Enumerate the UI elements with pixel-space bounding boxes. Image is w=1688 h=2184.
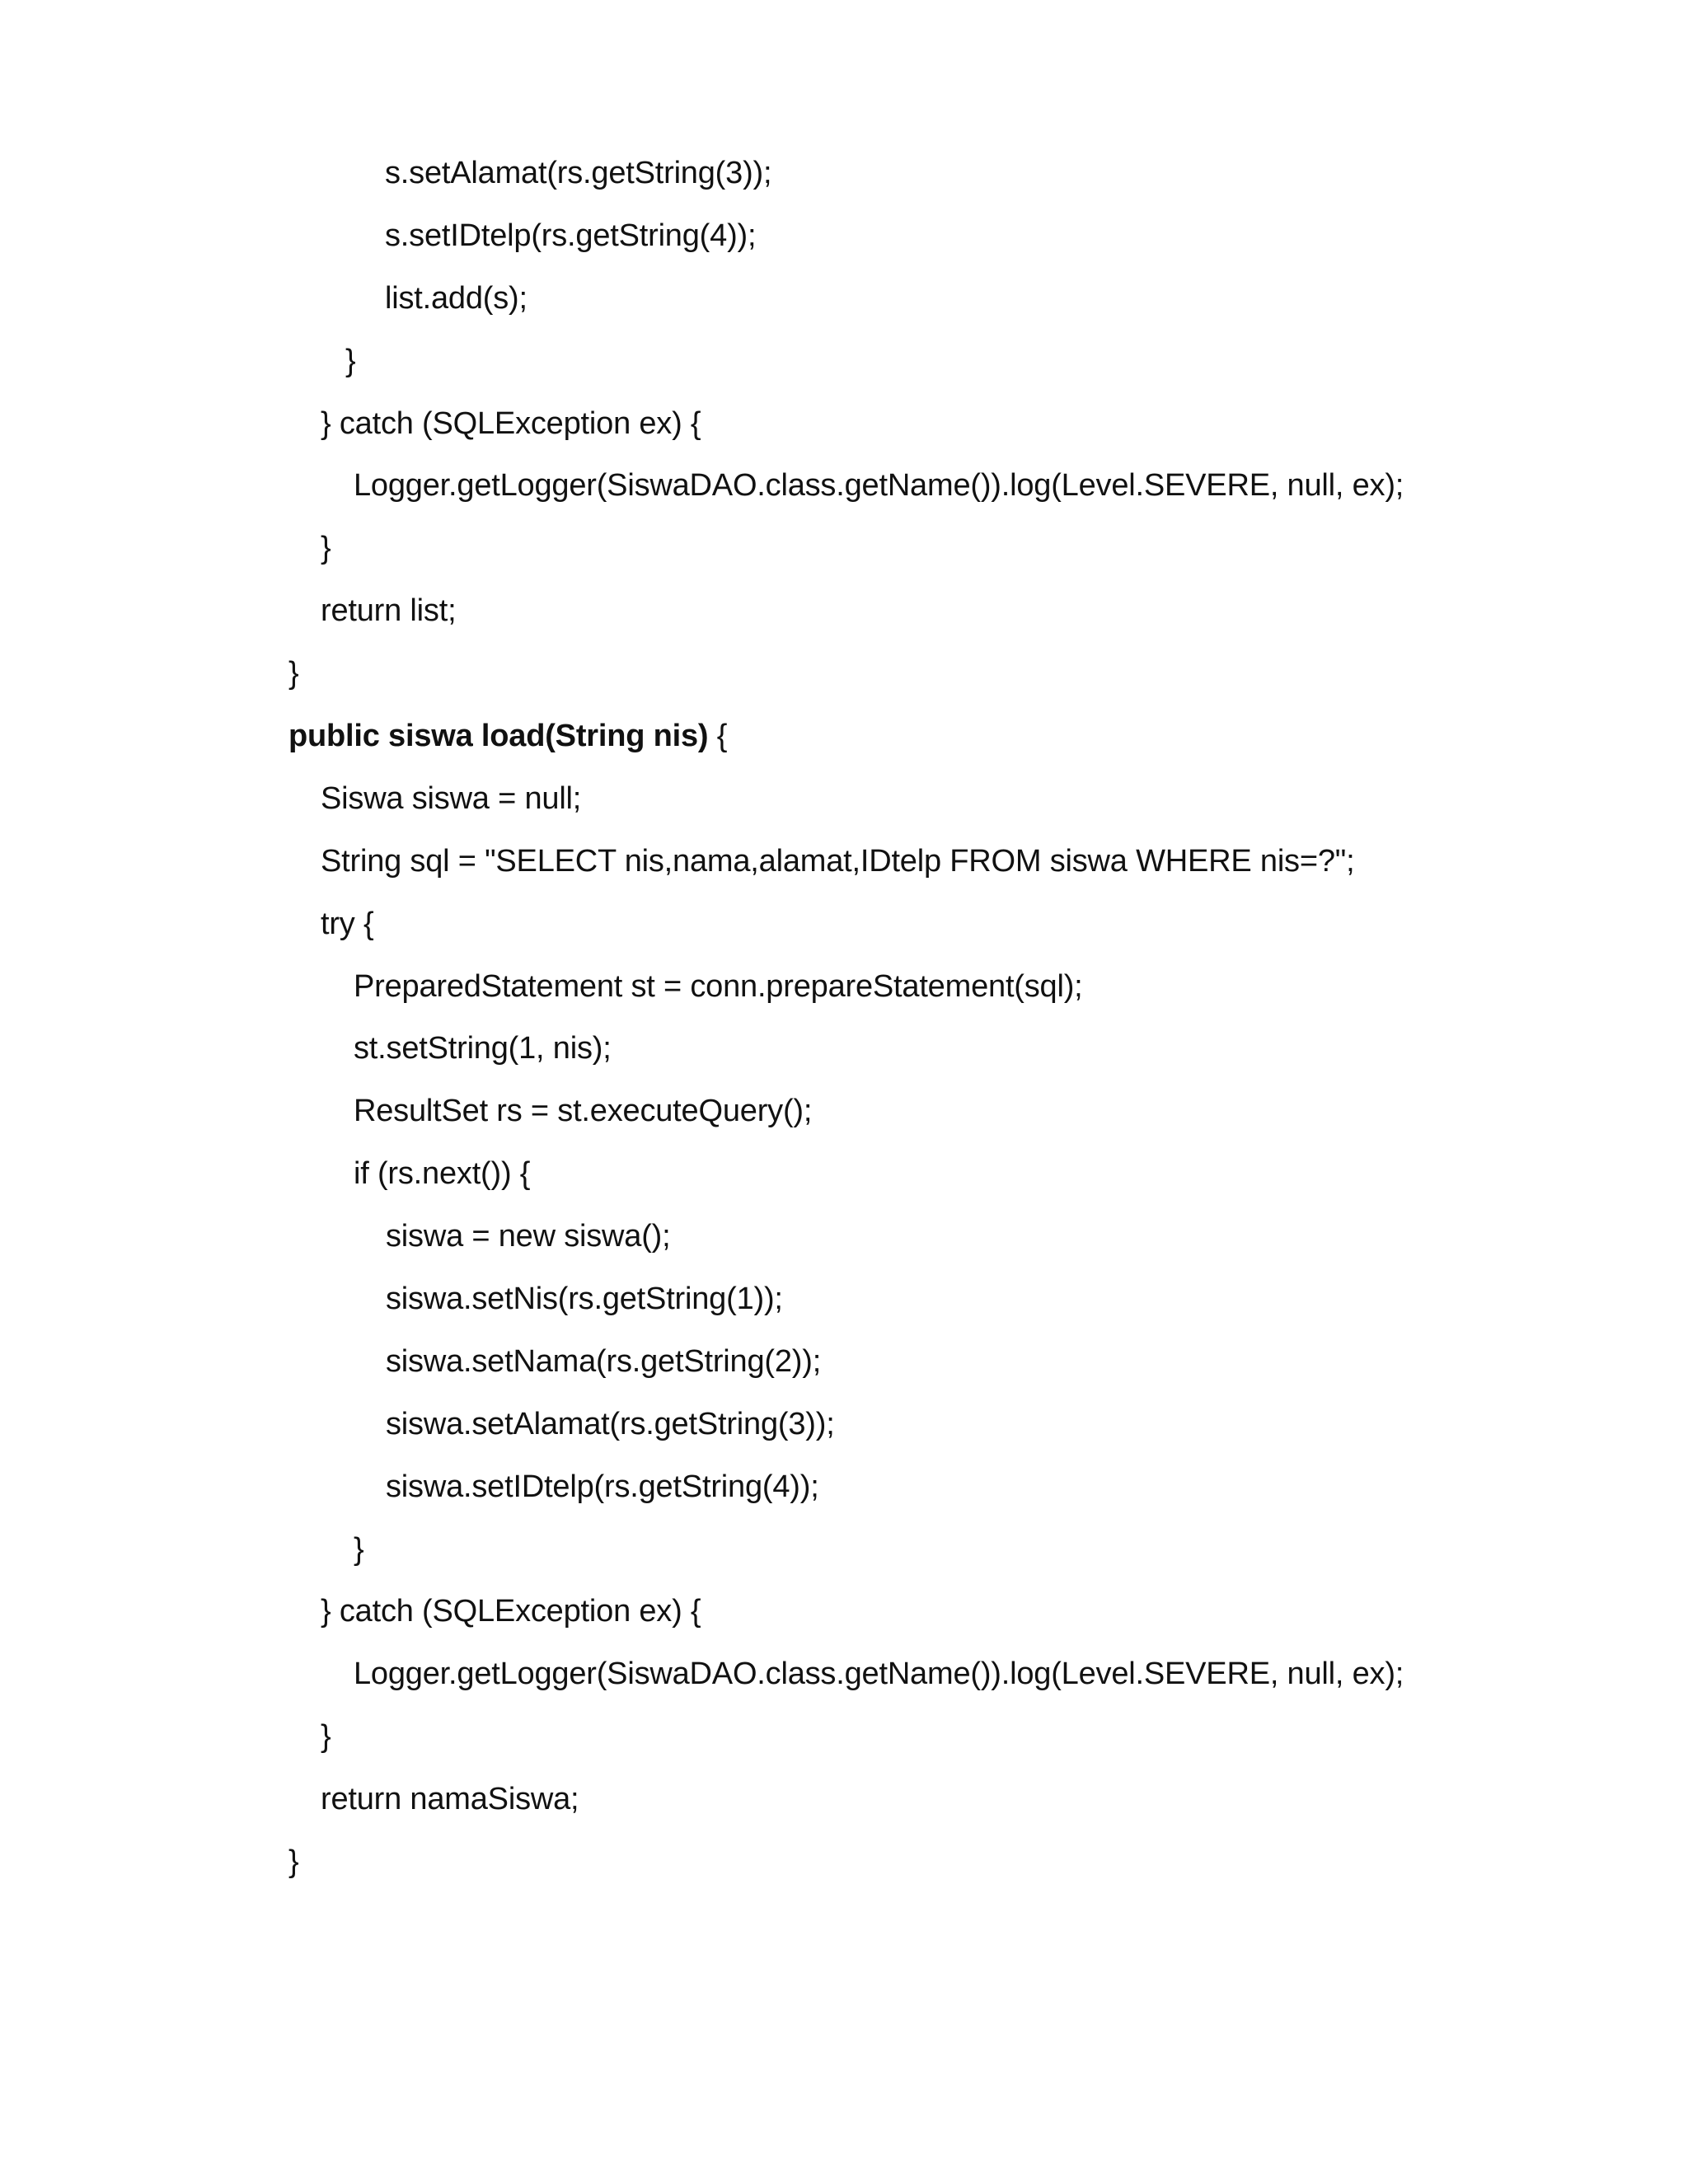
code-line: } (321, 1719, 331, 1755)
method-signature-line (288, 713, 1648, 776)
code-line: return list; (321, 593, 457, 629)
code-line: st.setString(1, nis); (354, 1031, 612, 1066)
code-listing (288, 150, 1648, 1901)
code-line: siswa.setAlamat(rs.getString(3)); (386, 1406, 835, 1441)
code-line: return namaSiswa; (321, 1782, 579, 1817)
code-line: s.setIDtelp(rs.getString(4)); (385, 218, 757, 253)
code-line: } (288, 1844, 299, 1880)
code-line: PreparedStatement st = conn.prepareStatement(sql); (354, 968, 1083, 1004)
code-line: } (345, 343, 356, 378)
code-line: } catch (SQLException ex) { (321, 1594, 701, 1629)
code-line: siswa.setIDtelp(rs.getString(4)); (386, 1469, 819, 1504)
code-line: siswa.setNis(rs.getString(1)); (386, 1282, 783, 1317)
code-line: String sql = "SELECT nis,nama,alamat,IDtelp FROM siswa WHERE nis=?"; (321, 843, 1355, 879)
code-line: Logger.getLogger(SiswaDAO.class.getName()).log(Level.SEVERE, null, ex); (354, 468, 1404, 504)
code-line: list.add(s); (385, 280, 528, 316)
code-line: siswa = new siswa(); (386, 1219, 671, 1254)
code-line: } catch (SQLException ex) { (321, 405, 701, 441)
method-open-brace: { (708, 719, 728, 754)
code-line: ResultSet rs = st.executeQuery(); (354, 1094, 813, 1129)
method-signature: public siswa load(String nis) (288, 719, 709, 754)
code-line: } (354, 1531, 364, 1567)
code-line: try { (321, 906, 374, 941)
code-line: } (321, 531, 331, 566)
code-line: siswa.setNama(rs.getString(2)); (386, 1343, 822, 1379)
code-line: Siswa siswa = null; (321, 780, 582, 816)
code-line: Logger.getLogger(SiswaDAO.class.getName()).log(Level.SEVERE, null, ex); (354, 1657, 1404, 1692)
code-line: if (rs.next()) { (354, 1156, 531, 1192)
code-line: } (288, 656, 299, 691)
code-line: s.setAlamat(rs.getString(3)); (385, 156, 772, 190)
